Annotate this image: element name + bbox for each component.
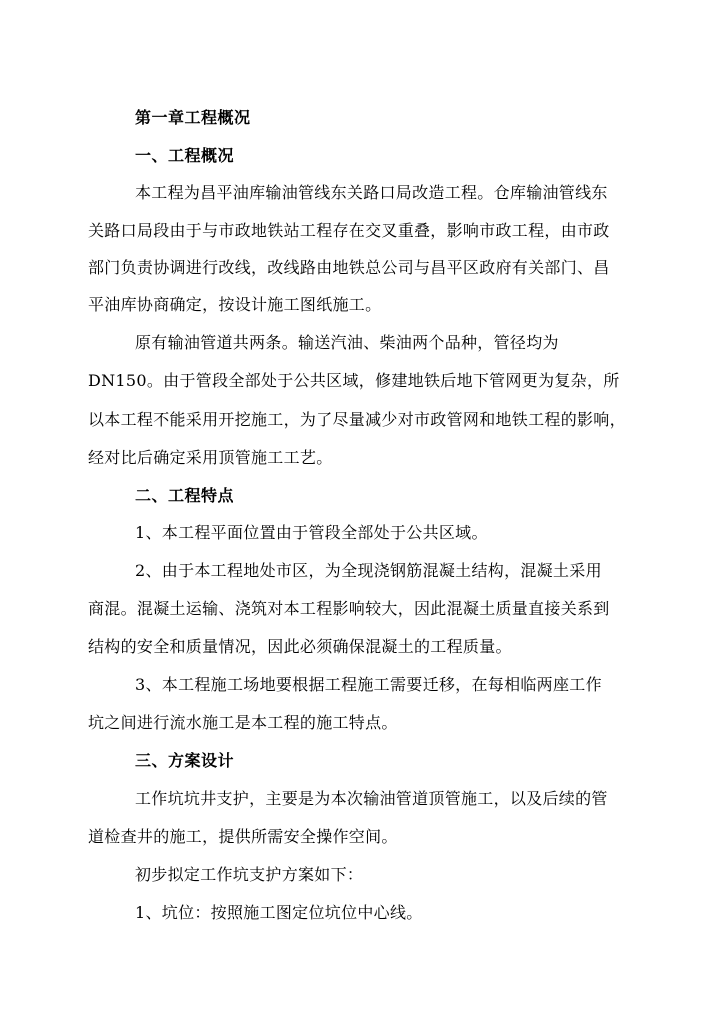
paragraph-line: 原有输油管道共两条。输送汽油、柴油两个品种，管径均为 [135,333,559,352]
paragraph-line: 关路口局段由于与市政地铁站工程存在交叉重叠，影响市政工程，由市政 [88,221,610,240]
paragraph-line: 初步拟定工作坑支护方案如下： [135,865,364,884]
paragraph-line: 2、由于本工程地处市区，为全现浇钢筋混凝土结构，混凝土采用 [135,561,602,580]
paragraph-line: 本工程为昌平油库输油管线东关路口局改造工程。仓库输油管线东 [135,183,608,202]
paragraph-line: 经对比后确定采用顶管施工工艺。 [88,448,333,467]
paragraph-line: 平油库协商确定，按设计施工图纸施工。 [88,295,382,314]
paragraph-line: 结构的安全和质量情况，因此必须确保混凝土的工程质量。 [88,637,512,656]
paragraph-line: DN150。由于管段全部处于公共区域，修建地铁后地下管网更为复杂，所 [88,371,620,390]
paragraph-line: 部门负责协调进行改线，改线路由地铁总公司与昌平区政府有关部门、昌 [88,258,610,277]
chapter-title: 第一章工程概况 [135,108,251,127]
paragraph-line: 1、本工程平面位置由于管段全部处于公共区域。 [135,523,488,542]
paragraph-line: 工作坑坑井支护，主要是为本次输油管道顶管施工，以及后续的管 [135,789,608,808]
paragraph-line: 坑之间进行流水施工是本工程的施工特点。 [88,713,398,732]
section-heading: 三、方案设计 [135,751,235,770]
paragraph-line: 1、坑位：按照施工图定位坑位中心线。 [135,903,423,922]
section-heading: 二、工程特点 [135,486,235,505]
section-heading: 一、工程概况 [135,146,235,165]
paragraph-line: 以本工程不能采用开挖施工，为了尽量减少对市政管网和地铁工程的影响， [88,410,626,429]
paragraph-line: 3、本工程施工场地要根据工程施工需要迁移，在每相临两座工作 [135,675,602,694]
paragraph-line: 商混。混凝土运输、浇筑对本工程影响较大，因此混凝土质量直接关系到 [88,599,610,618]
paragraph-line: 道检查井的施工，提供所需安全操作空间。 [88,827,398,846]
